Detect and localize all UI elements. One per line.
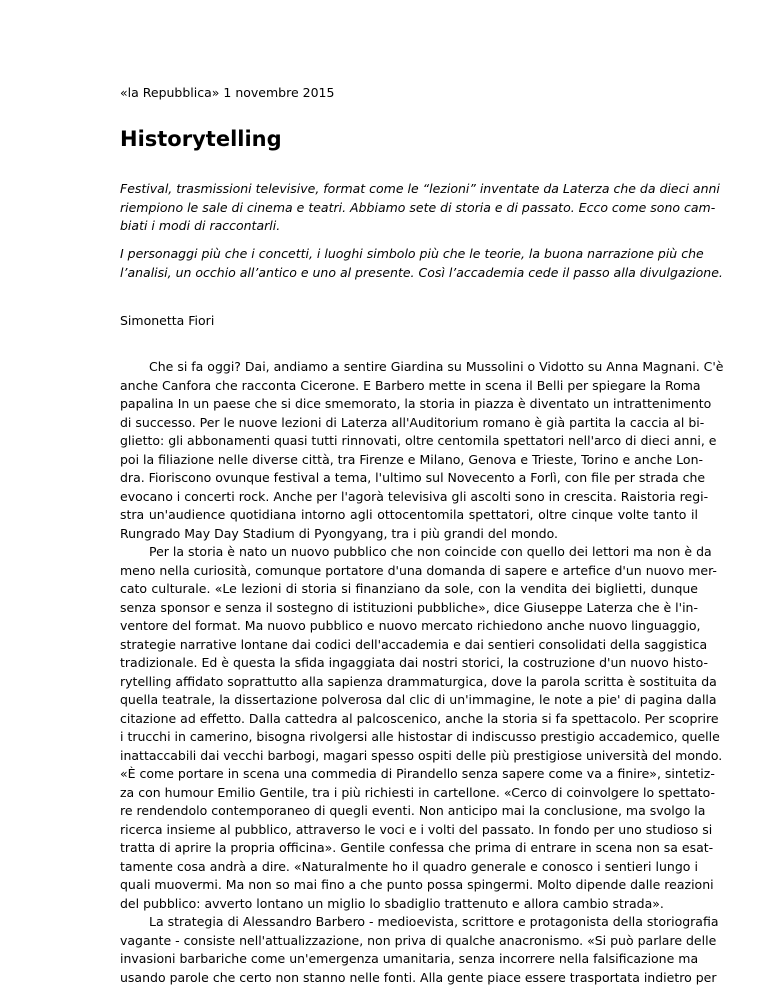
author-byline: Simonetta Fiori bbox=[120, 313, 215, 328]
body-line: cato culturale. «Le lezioni di storia si finanziano da sole, con la vendita dei biglietti, dunque bbox=[120, 581, 698, 596]
body-line: re rendendolo contemporaneo di quegli eventi. Non anticipo mai la conclusione, ma svolgo la bbox=[120, 803, 706, 818]
source-line: «la Repubblica» 1 novembre 2015 bbox=[120, 85, 335, 100]
body-line: anche Canfora che racconta Cicerone. E Barbero mette in scena il Belli per spiegare la Roma bbox=[120, 377, 701, 393]
body-line: za con humour Emilio Gentile, tra i più richiesti in cartellone. «Cerco di coinvolgere lo spettato- bbox=[120, 784, 716, 800]
body-line: strategie narrative lontane dai codici dell'accademia e dai sentieri consolidati della saggistica bbox=[120, 636, 708, 652]
lead-line: biati i modi di raccontarli. bbox=[120, 218, 281, 233]
lead-line: riempiono le sale di cinema e teatri. Abbiamo sete di storia e di passato. Ecco come sono cam- bbox=[120, 199, 716, 215]
lead-line: I personaggi più che i concetti, i luoghi simbolo più che le teorie, la buona narrazione più che bbox=[120, 246, 704, 261]
body-line: evocano i concerti rock. Anche per l'agorà televisiva gli ascolti sono in crescita. Raistoria regi- bbox=[120, 488, 709, 504]
body-line: rytelling affidato soprattutto alla sapienza drammaturgica, dove la parola scritta è sostituita da bbox=[120, 673, 717, 689]
article-title: Historytelling bbox=[120, 127, 282, 151]
body-line: Per la storia è nato un nuovo pubblico che non coincide con quello dei lettori ma non è da bbox=[149, 544, 712, 559]
body-line: i trucchi in camerino, bisogna rivolgersi alle histostar di indiscusso prestigio accademico, quelle bbox=[120, 729, 720, 744]
lead-line: Festival, trasmissioni televisive, format come le “lezioni” inventate da Laterza che da dieci anni bbox=[120, 181, 720, 196]
body-line: senza sponsor e senza il sostegno di istituzioni pubbliche», dice Giuseppe Laterza che è l'in- bbox=[120, 599, 698, 615]
body-line: del pubblico: avverto lontano un miglio lo sbadiglio trattenuto e allora cambio strada». bbox=[120, 895, 664, 911]
lead-paragraph-1 bbox=[120, 180, 720, 236]
body-line: quali muovermi. Ma non so mai fino a che punto possa spingermi. Molto dipende dalle reazioni bbox=[120, 877, 714, 892]
body-line: glietto: gli abbonamenti quasi tutti rinnovati, oltre centomila spettatori nell'arco di dieci anni, e bbox=[120, 433, 717, 448]
body-line: tratta di aprire la propria officina». Gentile confessa che prima di entrare in scena non sa esat- bbox=[120, 840, 714, 855]
body-line: di successo. Per le nuove lezioni di Laterza all'Auditorium romano è già partita la caccia al bi- bbox=[120, 414, 705, 430]
body-line: dra. Fioriscono ovunque festival a tema, l'ultimo sul Novecento a Forlì, con file per strada che bbox=[120, 470, 706, 485]
body-line: tradizionale. Ed è questa la sfida ingaggiata dai nostri storici, la costruzione d'un nuovo histo- bbox=[120, 655, 708, 670]
body-line: La strategia di Alessandro Barbero - medioevista, scrittore e protagonista della storiografia bbox=[149, 914, 719, 929]
body-line: citazione ad effetto. Dalla cattedra al palcoscenico, anche la storia si fa spettacolo. Per scoprire bbox=[120, 710, 719, 726]
body-line: inattaccabili dai vecchi barbogi, magari spesso ospiti delle più prestigiose università del mondo. bbox=[120, 747, 723, 763]
article-body bbox=[120, 358, 724, 987]
body-line: quella teatrale, la dissertazione polverosa dal clic di un'immagine, le note a pie' di pagina dalla bbox=[120, 692, 717, 707]
body-line: «È come portare in scena una commedia di Pirandello senza sapere come va a finire», sintetiz- bbox=[120, 766, 715, 781]
body-line: ventore del format. Ma nuovo pubblico e nuovo mercato richiedono anche nuovo linguaggio, bbox=[120, 618, 701, 633]
body-line: papalina In un paese che si dice smemorato, la storia in piazza è diventato un intrattenimento bbox=[120, 396, 712, 411]
lead-line: l’analisi, un occhio all’antico e uno al presente. Così l’accademia cede il passo alla divulgazione. bbox=[120, 264, 723, 280]
body-line: usando parole che certo non stanno nelle fonti. Alla gente piace essere trasportata indietro per bbox=[120, 969, 717, 985]
body-line: tamente cosa andrà a dire. «Naturalmente ho il quadro generale e conosco i sentieri lungo i bbox=[120, 858, 698, 874]
body-line: ricerca insieme al pubblico, attraverso le voci e i volti del passato. In fondo per uno studioso si bbox=[120, 821, 713, 837]
lead-paragraph-2 bbox=[120, 245, 723, 282]
body-line: meno nella curiosità, comunque portatore d'una domanda di sapere e artefice d'un nuovo mer- bbox=[120, 562, 717, 578]
body-line: invasioni barbariche come un'emergenza umanitaria, senza incorrere nella falsificazione ma bbox=[120, 951, 699, 966]
body-line: vagante - consiste nell'attualizzazione, non priva di qualche anacronismo. «Si può parlare delle bbox=[120, 932, 717, 948]
body-line: stra un'audience quotidiana intorno agli ottocentomila spettatori, oltre cinque volte tanto il bbox=[120, 507, 698, 522]
body-line: poi la filiazione nelle diverse città, tra Firenze e Milano, Genova e Trieste, Torino e anche Lon- bbox=[120, 451, 704, 467]
body-line: Che si fa oggi? Dai, andiamo a sentire Giardina su Mussolini o Vidotto su Anna Magnani. C'è bbox=[149, 359, 724, 374]
body-line: Rungrado May Day Stadium di Pyongyang, tra i più grandi del mondo. bbox=[120, 525, 559, 541]
